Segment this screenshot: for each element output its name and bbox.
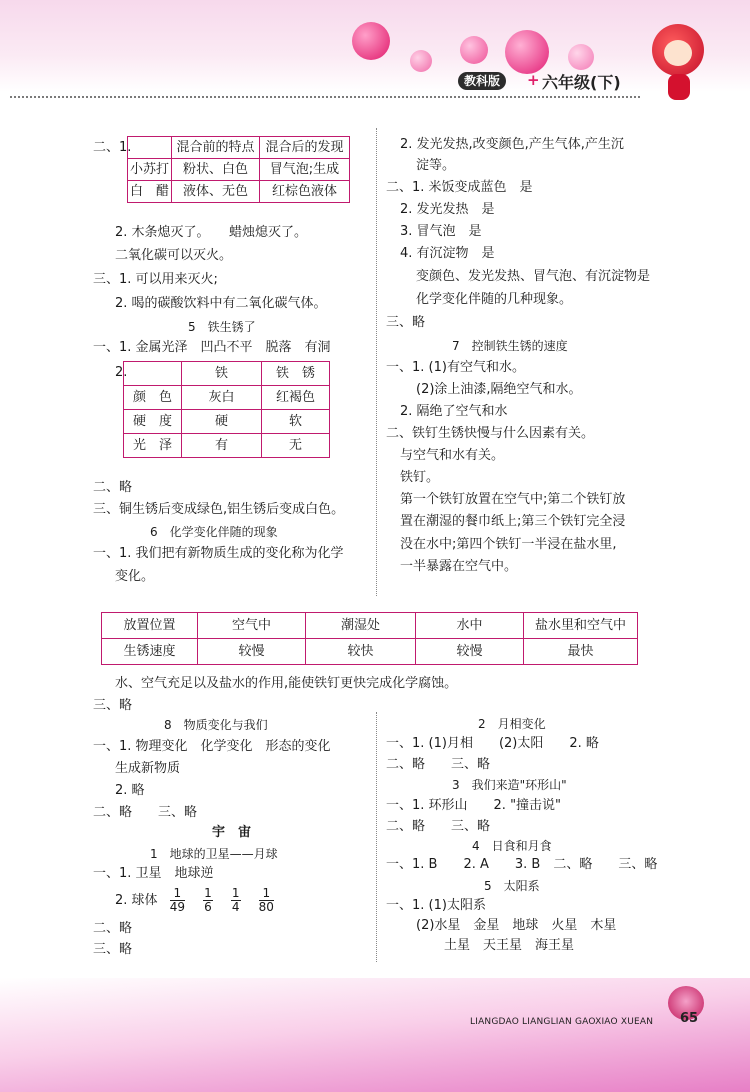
answer-line: 一、1. (1)有空气和水。 xyxy=(386,360,525,375)
mascot-body xyxy=(668,74,690,100)
fraction-numerator: 1 xyxy=(170,887,185,901)
answer-line: 二、铁钉生锈快慢与什么因素有关。 xyxy=(386,426,595,441)
table-cell: 粉状、白色 xyxy=(172,159,260,181)
table-cell: 颜 色 xyxy=(124,386,182,410)
section-label: 二、1. xyxy=(93,140,132,155)
answer-line: 二、略 三、略 xyxy=(93,805,198,820)
answer-line: 没在水中;第四个铁钉一半浸在盐水里, xyxy=(400,537,617,552)
table-cell: 红褐色 xyxy=(262,386,330,410)
table-cell: 空气中 xyxy=(198,613,306,639)
answer-line: 二、略 xyxy=(93,921,133,936)
lesson-heading: 5 太阳系 xyxy=(484,879,540,893)
answer-line: 一、1. 我们把有新物质生成的变化称为化学 xyxy=(93,546,344,561)
table-row xyxy=(124,386,330,410)
answer-line: 2. 木条熄灭了。 蜡烛熄灭了。 xyxy=(115,225,308,240)
answer-line: 一、1. (1)月相 (2)太阳 2. 略 xyxy=(386,736,599,751)
decor-bubble xyxy=(352,22,390,60)
page-number: 65 xyxy=(680,1011,699,1026)
lesson-heading: 5 铁生锈了 xyxy=(188,320,256,334)
table-cell: 铁 xyxy=(182,362,262,386)
lesson-heading: 6 化学变化伴随的现象 xyxy=(150,525,278,539)
footer-background xyxy=(0,978,750,1092)
table-cell: 液体、无色 xyxy=(172,181,260,203)
table-cell: 光 泽 xyxy=(124,434,182,458)
table-cell: 无 xyxy=(262,434,330,458)
answer-line: 变颜色、发光发热、冒气泡、有沉淀物是 xyxy=(416,269,651,284)
fraction xyxy=(170,887,185,914)
fraction-denominator: 49 xyxy=(169,900,185,914)
table-cell: 小苏打 xyxy=(128,159,172,181)
table-cell: 硬 度 xyxy=(124,410,182,434)
answer-line: 变化。 xyxy=(115,569,155,584)
table-cell xyxy=(128,137,172,159)
section-label: 2. xyxy=(115,365,128,380)
table-row xyxy=(124,410,330,434)
answer-line: 一、1. 环形山 2. "撞击说" xyxy=(386,798,562,813)
answer-line: 化学变化伴随的几种现象。 xyxy=(416,292,573,307)
answer-line: 土星 天王星 海王星 xyxy=(444,938,575,953)
table-row xyxy=(124,434,330,458)
header-divider xyxy=(10,96,640,98)
answer-line: 二氧化碳可以灭火。 xyxy=(115,248,233,263)
edition-badge: 教科版 xyxy=(458,72,506,90)
grade-label: 六年级(下) xyxy=(542,73,621,92)
table-row xyxy=(102,613,638,639)
table-row xyxy=(102,639,638,665)
answer-line: 三、1. 可以用来灭火; xyxy=(93,272,218,287)
answer-text: 2. 球体 xyxy=(115,893,158,908)
mixing-table xyxy=(127,136,350,203)
answer-line: 二、略 xyxy=(93,480,133,495)
table-cell: 冒气泡;生成 xyxy=(260,159,350,181)
table-cell: 较快 xyxy=(306,639,416,665)
column-divider xyxy=(376,128,377,596)
decor-bubble xyxy=(505,30,549,74)
iron-rust-table xyxy=(123,361,330,458)
answer-line: 2. 发光发热 是 xyxy=(400,202,495,217)
lesson-heading: 8 物质变化与我们 xyxy=(164,718,268,732)
table-row xyxy=(128,159,350,181)
table-cell: 放置位置 xyxy=(102,613,198,639)
table-row xyxy=(128,181,350,203)
answer-line: 2. 略 xyxy=(115,783,145,798)
lesson-heading: 3 我们来造"环形山" xyxy=(452,778,567,792)
decor-bubble xyxy=(410,50,432,72)
table-cell: 硬 xyxy=(182,410,262,434)
series-title: LIANGDAO LIANGLIAN GAOXIAO XUEAN xyxy=(470,1017,654,1027)
answer-line: 3. 冒气泡 是 xyxy=(400,224,482,239)
answer-line: 4. 有沉淀物 是 xyxy=(400,246,495,261)
fraction-denominator: 80 xyxy=(258,900,274,914)
fraction-numerator: 1 xyxy=(231,886,240,900)
fraction-denominator: 4 xyxy=(231,900,240,914)
table-cell: 灰白 xyxy=(182,386,262,410)
fraction xyxy=(231,887,241,914)
fraction-denominator: 6 xyxy=(204,900,212,914)
answer-line: 淀等。 xyxy=(416,158,456,173)
unit-heading: 宇 宙 xyxy=(212,825,252,840)
table-cell: 生锈速度 xyxy=(102,639,198,665)
answer-line: 一、1. 卫星 地球逆 xyxy=(93,866,214,881)
answer-line: 置在潮湿的餐巾纸上;第三个铁钉完全浸 xyxy=(400,514,626,529)
answer-line: 二、略 三、略 xyxy=(386,757,491,772)
lesson-heading: 4 日食和月食 xyxy=(472,839,552,853)
answer-line: 2. 发光发热,改变颜色,产生气体,产生沉 xyxy=(400,137,624,152)
fraction xyxy=(259,887,274,914)
answer-line: 一半暴露在空气中。 xyxy=(400,559,518,574)
fraction-numerator: 1 xyxy=(259,887,274,901)
answer-line: 二、1. 米饭变成蓝色 是 xyxy=(386,180,533,195)
table-cell: 铁 锈 xyxy=(262,362,330,386)
table-cell: 潮湿处 xyxy=(306,613,416,639)
table-cell: 白 醋 xyxy=(128,181,172,203)
lesson-heading: 1 地球的卫星——月球 xyxy=(150,847,278,861)
table-cell: 较慢 xyxy=(198,639,306,665)
answer-line: 水、空气充足以及盐水的作用,能使铁钉更快完成化学腐蚀。 xyxy=(115,676,458,691)
table-cell: 水中 xyxy=(416,613,524,639)
answer-line: 一、1. 金属光泽 凹凸不平 脱落 有洞 xyxy=(93,340,331,355)
answer-line: 三、略 xyxy=(93,942,133,957)
table-cell: 较慢 xyxy=(416,639,524,665)
answer-line: 三、略 xyxy=(386,315,426,330)
fraction-numerator: 1 xyxy=(204,886,212,900)
table-cell: 最快 xyxy=(524,639,638,665)
lesson-heading: 2 月相变化 xyxy=(478,717,546,731)
mascot-face xyxy=(664,40,692,66)
decor-bubble xyxy=(568,44,594,70)
answer-line: 铁钉。 xyxy=(400,470,440,485)
answer-line: 三、铜生锈后变成绿色,铝生锈后变成白色。 xyxy=(93,502,345,517)
table-row xyxy=(124,362,330,386)
decor-bubble xyxy=(460,36,488,64)
table-cell: 有 xyxy=(182,434,262,458)
answer-line: 第一个铁钉放置在空气中;第二个铁钉放 xyxy=(400,492,626,507)
answer-line: 一、1. 物理变化 化学变化 形态的变化 xyxy=(93,739,331,754)
answer-line: 2. 喝的碳酸饮料中有二氧化碳气体。 xyxy=(115,296,327,311)
answer-line xyxy=(115,884,288,918)
answer-line: 一、1. B 2. A 3. B 二、略 三、略 xyxy=(386,857,658,872)
table-row xyxy=(128,137,350,159)
table-cell: 软 xyxy=(262,410,330,434)
column-divider xyxy=(376,712,377,962)
fraction xyxy=(203,887,213,914)
rust-speed-table xyxy=(101,612,638,665)
answer-line: 三、略 xyxy=(93,698,133,713)
lesson-heading: 7 控制铁生锈的速度 xyxy=(452,339,568,353)
table-cell xyxy=(124,362,182,386)
plus-icon: + xyxy=(527,71,540,89)
answer-line: 二、略 三、略 xyxy=(386,819,491,834)
table-cell: 混合前的特点 xyxy=(172,137,260,159)
answer-line: (2)水星 金星 地球 火星 木星 xyxy=(416,918,617,933)
answer-line: 一、1. (1)太阳系 xyxy=(386,898,486,913)
answer-line: 与空气和水有关。 xyxy=(400,448,505,463)
table-cell: 红棕色液体 xyxy=(260,181,350,203)
answer-line: 2. 隔绝了空气和水 xyxy=(400,404,508,419)
table-cell: 混合后的发现 xyxy=(260,137,350,159)
answer-line: 生成新物质 xyxy=(115,761,181,776)
answer-line: (2)涂上油漆,隔绝空气和水。 xyxy=(416,382,582,397)
table-cell: 盐水里和空气中 xyxy=(524,613,638,639)
